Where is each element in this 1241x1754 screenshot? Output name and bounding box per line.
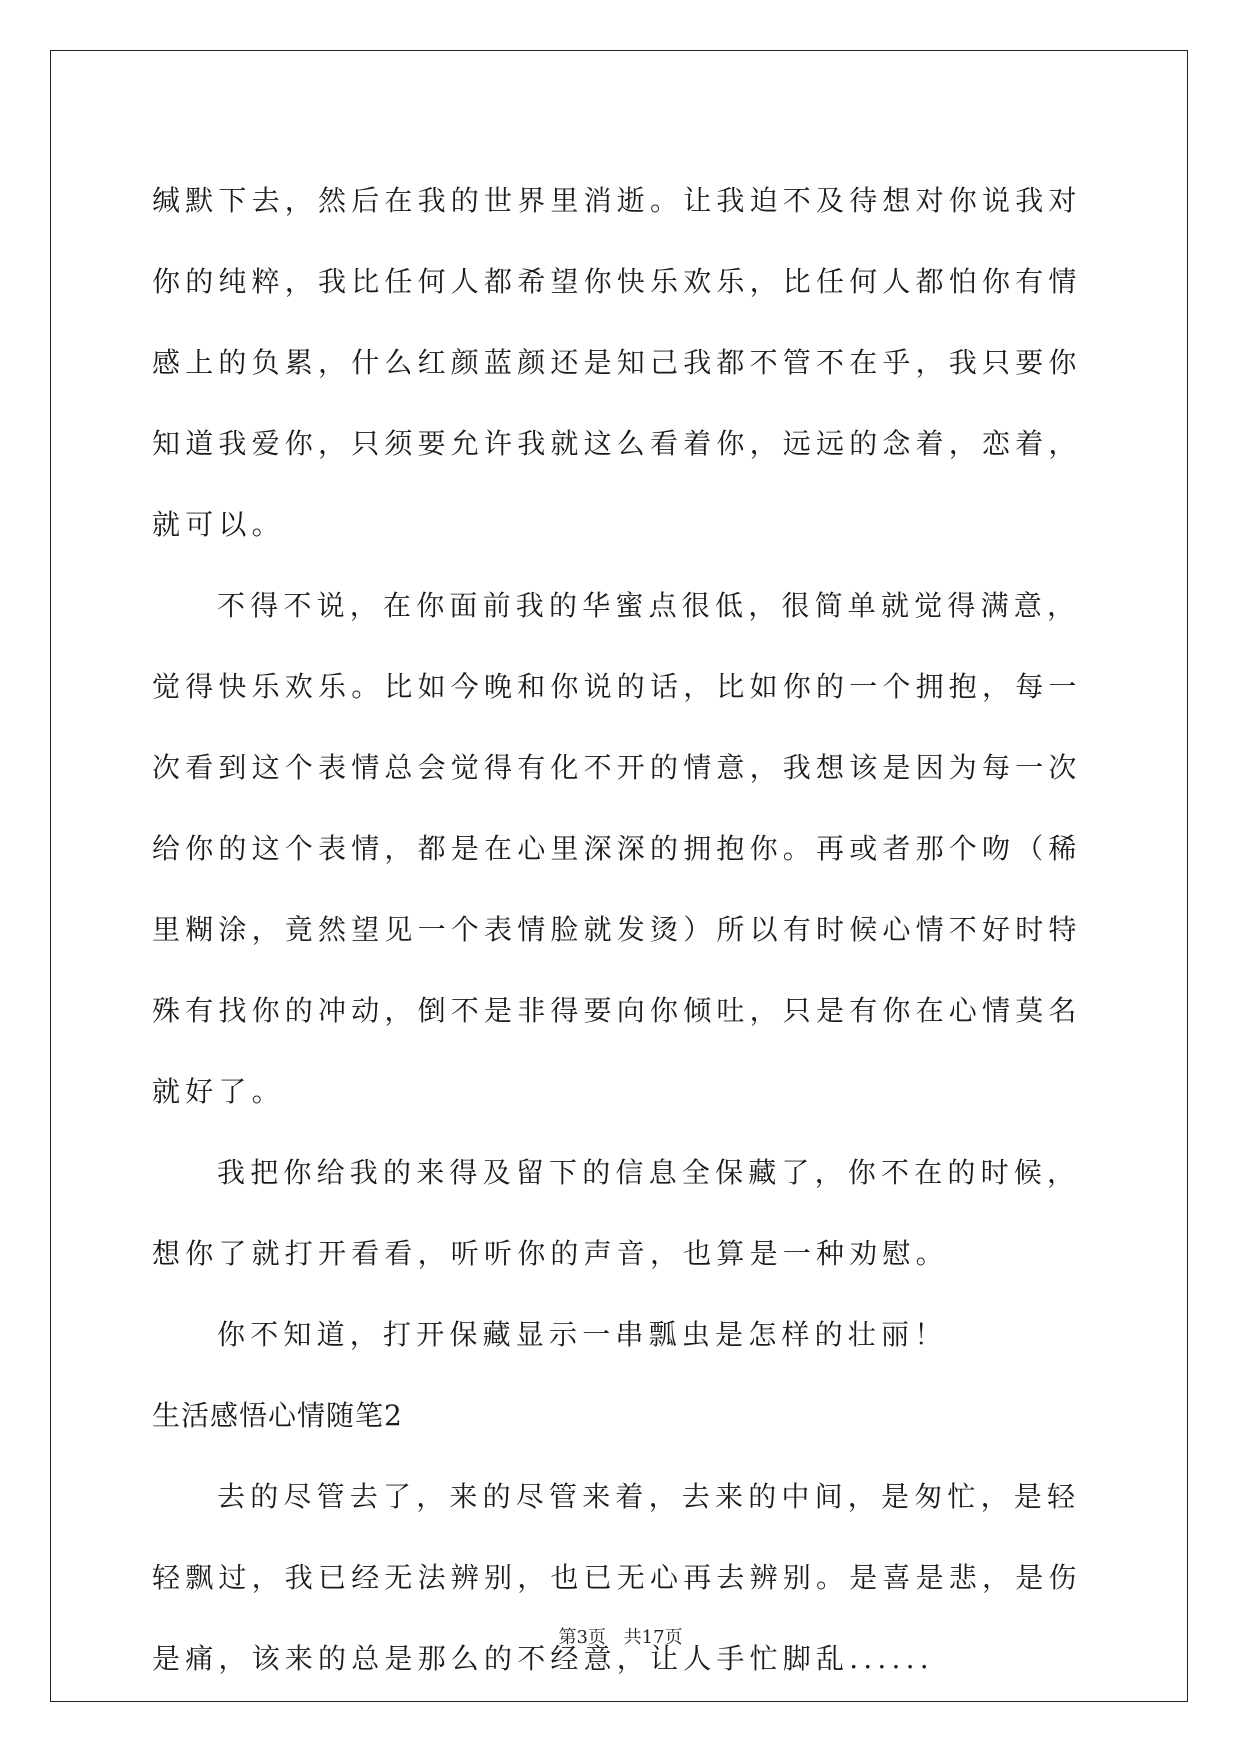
paragraph-5: 去的尽管去了，来的尽管来着，去来的中间，是匆忙，是轻轻飘过，我已经无法辨别，也已无心再去辨别。是喜是悲，是伤是痛，该来的总是那么的不经意，让人手忙脚乱......: [152, 1480, 1082, 1675]
paragraph-1: 缄默下去，然后在我的世界里消逝。让我迫不及待想对你说我对你的纯粹，我比任何人都希望你快乐欢乐，比任何人都怕你有情感上的负累，什么红颜蓝颜还是知己我都不管不在乎，我只要你知道我爱你，只须要允许我就这么看着你，远远的念着，恋着，就可以。: [152, 184, 1082, 541]
paragraph-3: 我把你给我的来得及留下的信息全保藏了，你不在的时候，想你了就打开看看，听听你的声音，也算是一种劝慰。: [152, 1156, 1081, 1270]
section-heading: 生活感悟心情随笔2: [152, 1399, 403, 1432]
page-number: 第3页: [558, 1627, 606, 1648]
page-footer: [0, 1626, 1241, 1650]
page-total: 共17页: [623, 1627, 683, 1648]
document-body: [152, 160, 1092, 1699]
paragraph-4: 你不知道，打开保藏显示一串瓢虫是怎样的壮丽！: [217, 1318, 948, 1351]
paragraph-2: 不得不说，在你面前我的华蜜点很低，很简单就觉得满意，觉得快乐欢乐。比如今晚和你说的话，比如你的一个拥抱，每一次看到这个表情总会觉得有化不开的情意，我想该是因为每一次给你的这个表情，都是在心里深深的拥抱你。再或者那个吻（稀里糊涂，竟然望见一个表情脸就发烫）所以有时候心情不好时特殊有找你的冲动，倒不是非得要向你倾吐，只是有你在心情莫名就好了。: [152, 589, 1082, 1108]
